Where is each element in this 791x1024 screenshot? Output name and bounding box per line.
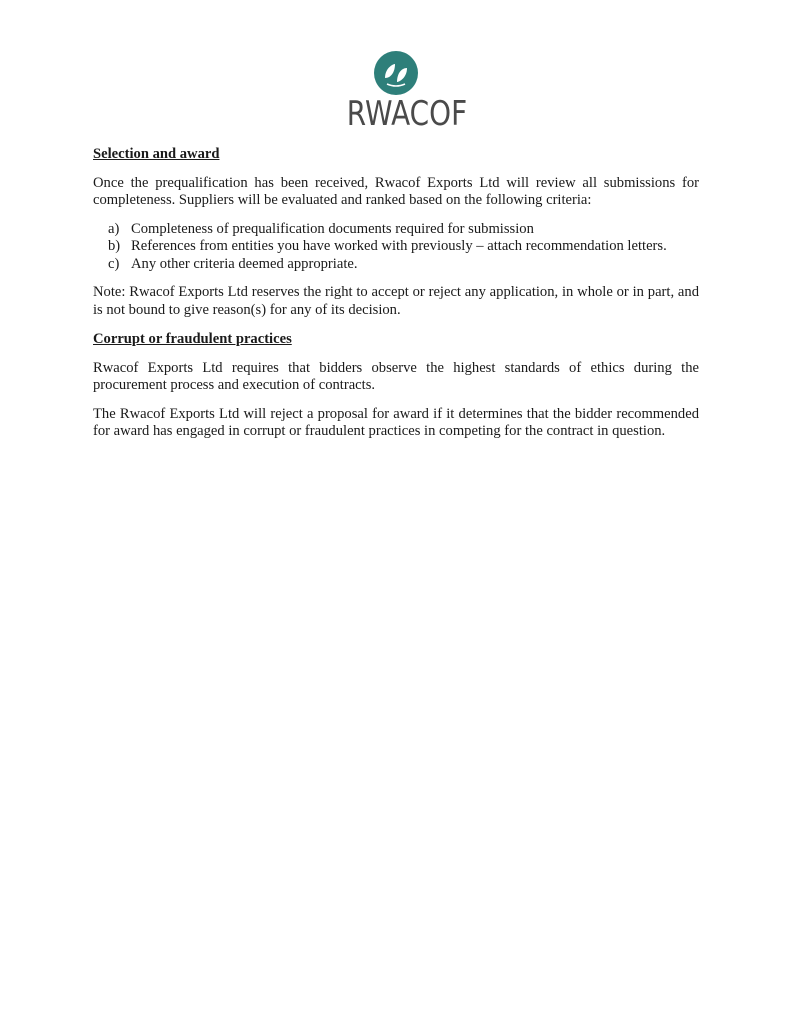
list-item-text: Completeness of prequalification documents required for submission [131,220,534,237]
ethics-paragraph: Rwacof Exports Ltd requires that bidders observe the highest standards of ethics during the procurement process and execution of contracts. [93,359,699,393]
list-item [93,256,699,274]
list-marker: c) [108,255,120,272]
logo-wordmark: RWACOF [346,94,468,134]
section-heading-corrupt-practices: Corrupt or fraudulent practices [93,331,292,347]
list-marker: a) [108,220,120,237]
list-item [93,238,699,256]
section-heading-selection: Selection and award [93,146,220,162]
selection-intro-paragraph: Once the prequalification has been received, Rwacof Exports Ltd will review all submissions for completeness. Suppliers will be evaluated and ranked based on the following criteria: [93,174,699,208]
company-logo [336,50,468,136]
list-item [93,221,699,239]
note-paragraph: Note: Rwacof Exports Ltd reserves the right to accept or reject any application, in whole or in part, and is not bound to give reason(s) for any of its decision. [93,284,699,318]
list-item-text: Any other criteria deemed appropriate. [131,255,358,272]
criteria-list [93,221,699,274]
coffee-bean-logo-icon [373,50,419,96]
list-item-text: References from entities you have worked with previously – attach recommendation letters. [131,238,667,254]
rejection-paragraph: The Rwacof Exports Ltd will reject a proposal for award if it determines that the bidder recommended for award has engaged in corrupt or fraudulent practices in competing for the contract in question. [93,405,699,439]
document-body [93,146,699,441]
list-marker: b) [108,238,121,254]
